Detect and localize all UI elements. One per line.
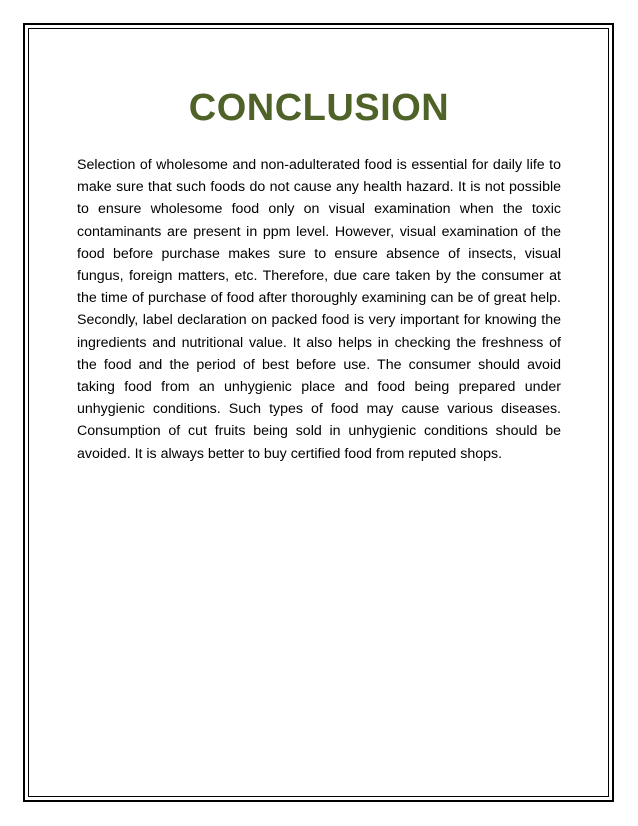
conclusion-paragraph: Selection of wholesome and non-adulterated food is essential for daily life to make sure that such foods do not cause any health hazard. It is not possible to ensure wholesome food only on visual examination when the toxic contaminants are present in ppm level. However, visual examination of the food before purchase makes sure to ensure absence of insects, visual fungus, foreign matters, etc. Therefore, due care taken by the consumer at the time of purchase of food after thoroughly examining can be of great help. Secondly, label declaration on packed food is very important for knowing the ingredients and nutritional value. It also helps in checking the freshness of the food and the period of best before use. The consumer should avoid taking food from an unhygienic place and food being prepared under unhygienic conditions. Such types of food may cause various diseases. Consumption of cut fruits being sold in unhygienic conditions should be avoided. It is always better to buy certified food from reputed shops. bbox=[77, 157, 561, 462]
page-title: CONCLUSION bbox=[188, 87, 450, 129]
